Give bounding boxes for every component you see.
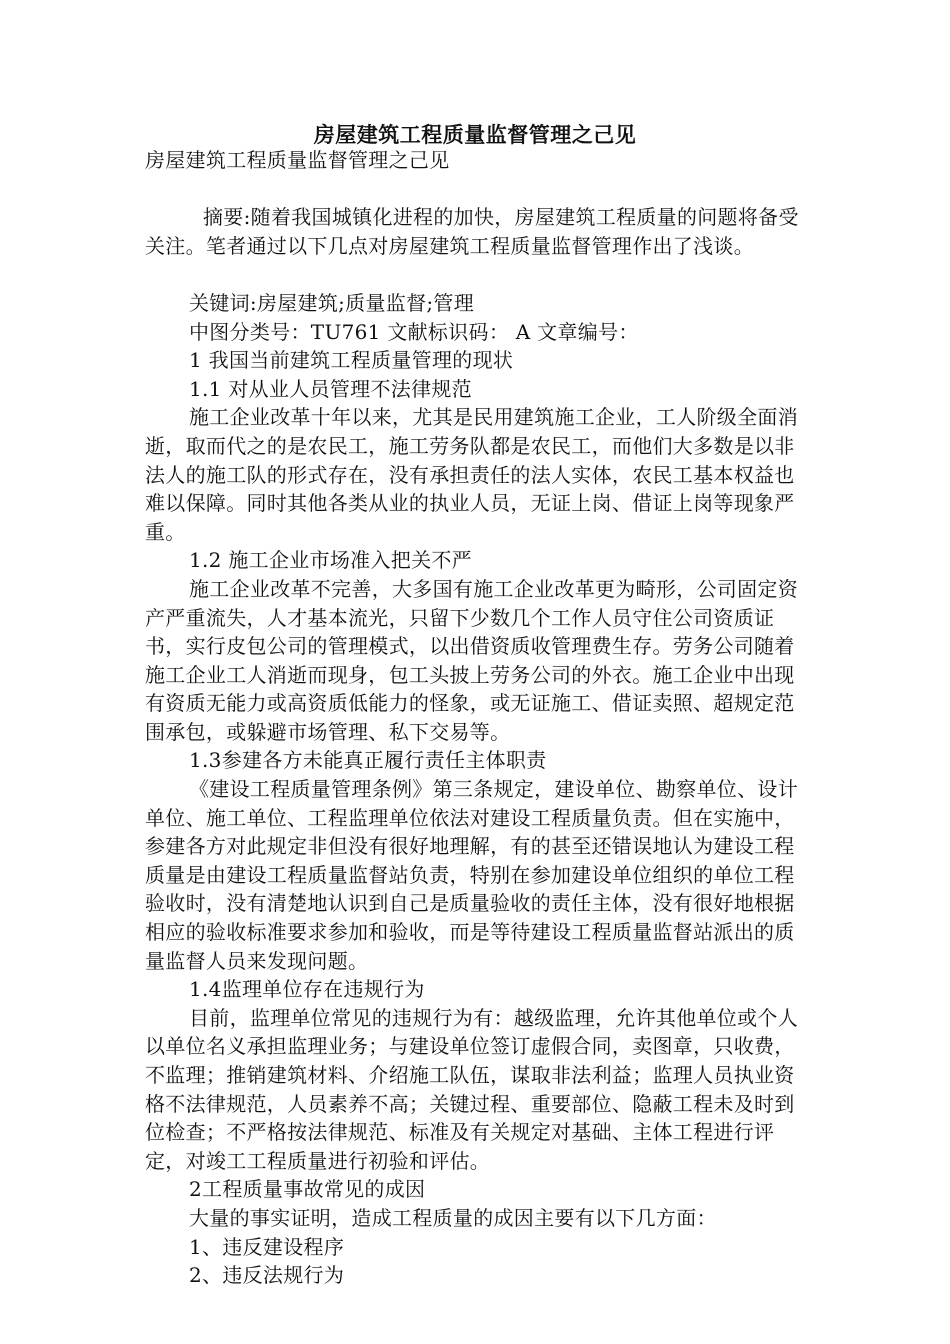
section-heading: 1.3参建各方未能真正履行责任主体职责 <box>189 748 547 773</box>
section-heading: 1.1 对从业人员管理不法律规范 <box>189 376 472 401</box>
section-paragraph: 《建设工程质量管理条例》第三条规定，建设单位、勘察单位、设计单位、施工单位、工程监理单位依法对建设工程质量负责。但在实施中，参建各方对此规定非但没有很好地理解，有的甚至还错误地认为建设工程质量是由建设工程质量监督站负责，特别在参加建设单位组织的单位工程验收时，没有清楚地认识到自己是质量验收的责任主体，没有很好地根据相应的验收标准要求参加和验收，而是等待建设工程质量监督站派出的质量监督人员来发现问题。 <box>145 777 798 973</box>
section-heading: 1 我国当前建筑工程质量管理的现状 <box>189 348 514 373</box>
abstract-paragraph: 摘要:随着我国城镇化进程的加快，房屋建筑工程质量的问题将备受关注。笔者通过以下几点对房屋建筑工程质量监督管理作出了浅谈。 <box>145 205 799 258</box>
blank-line <box>145 175 805 204</box>
section-paragraph: 大量的事实证明，造成工程质量的成因主要有以下几方面： <box>189 1205 717 1230</box>
list-item: 1、违反建设程序 <box>189 1234 345 1259</box>
section-heading: 2工程质量事故常见的成因 <box>189 1177 426 1202</box>
document-subtitle: 房屋建筑工程质量监督管理之己见 <box>145 148 450 172</box>
list-item: 2、违反法规行为 <box>189 1263 345 1288</box>
document-title: 房屋建筑工程质量监督管理之己见 <box>313 122 637 147</box>
section-paragraph: 目前，监理单位常见的违规行为有：越级监理，允许其他单位或个人以单位名义承担监理业务；与建设单位签订虚假合同，卖图章，只收费，不监理；推销建筑材料、介绍施工队伍，谋取非法利益；监理人员执业资格不法律规范，人员素养不高；关键过程、重要部位、隐蔽工程未及时到位检查；不严格按法律规范、标准及有关规定对基础、主体工程进行评定，对竣工工程质量进行初验和评估。 <box>145 1005 798 1173</box>
blank-line <box>145 260 805 289</box>
section-heading: 1.4监理单位存在违规行为 <box>189 977 425 1002</box>
classification-line: 中图分类号：TU761 文献标识码： A 文章编号： <box>189 319 639 344</box>
document-body <box>145 146 805 1290</box>
section-heading: 1.2 施工企业市场准入把关不严 <box>189 548 472 573</box>
keywords-line: 关键词:房屋建筑;质量监督;管理 <box>189 290 475 315</box>
section-paragraph: 施工企业改革不完善，大多国有施工企业改革更为畸形，公司固定资产严重流失，人才基本流光，只留下少数几个工作人员守住公司资质证书，实行皮包公司的管理模式，以出借资质收管理费生存。劳务公司随着施工企业工人消逝而现身，包工头披上劳务公司的外衣。施工企业中出现有资质无能力或高资质低能力的怪象，或无证施工、借证卖照、超规定范围承包，或躲避市场管理、私下交易等。 <box>145 576 798 744</box>
section-paragraph: 施工企业改革十年以来，尤其是民用建筑施工企业，工人阶级全面消逝，取而代之的是农民工，施工劳务队都是农民工，而他们大多数是以非法人的施工队的形式存在，没有承担责任的法人实体，农民工基本权益也难以保障。同时其他各类从业的执业人员，无证上岗、借证上岗等现象严重。 <box>145 405 798 544</box>
